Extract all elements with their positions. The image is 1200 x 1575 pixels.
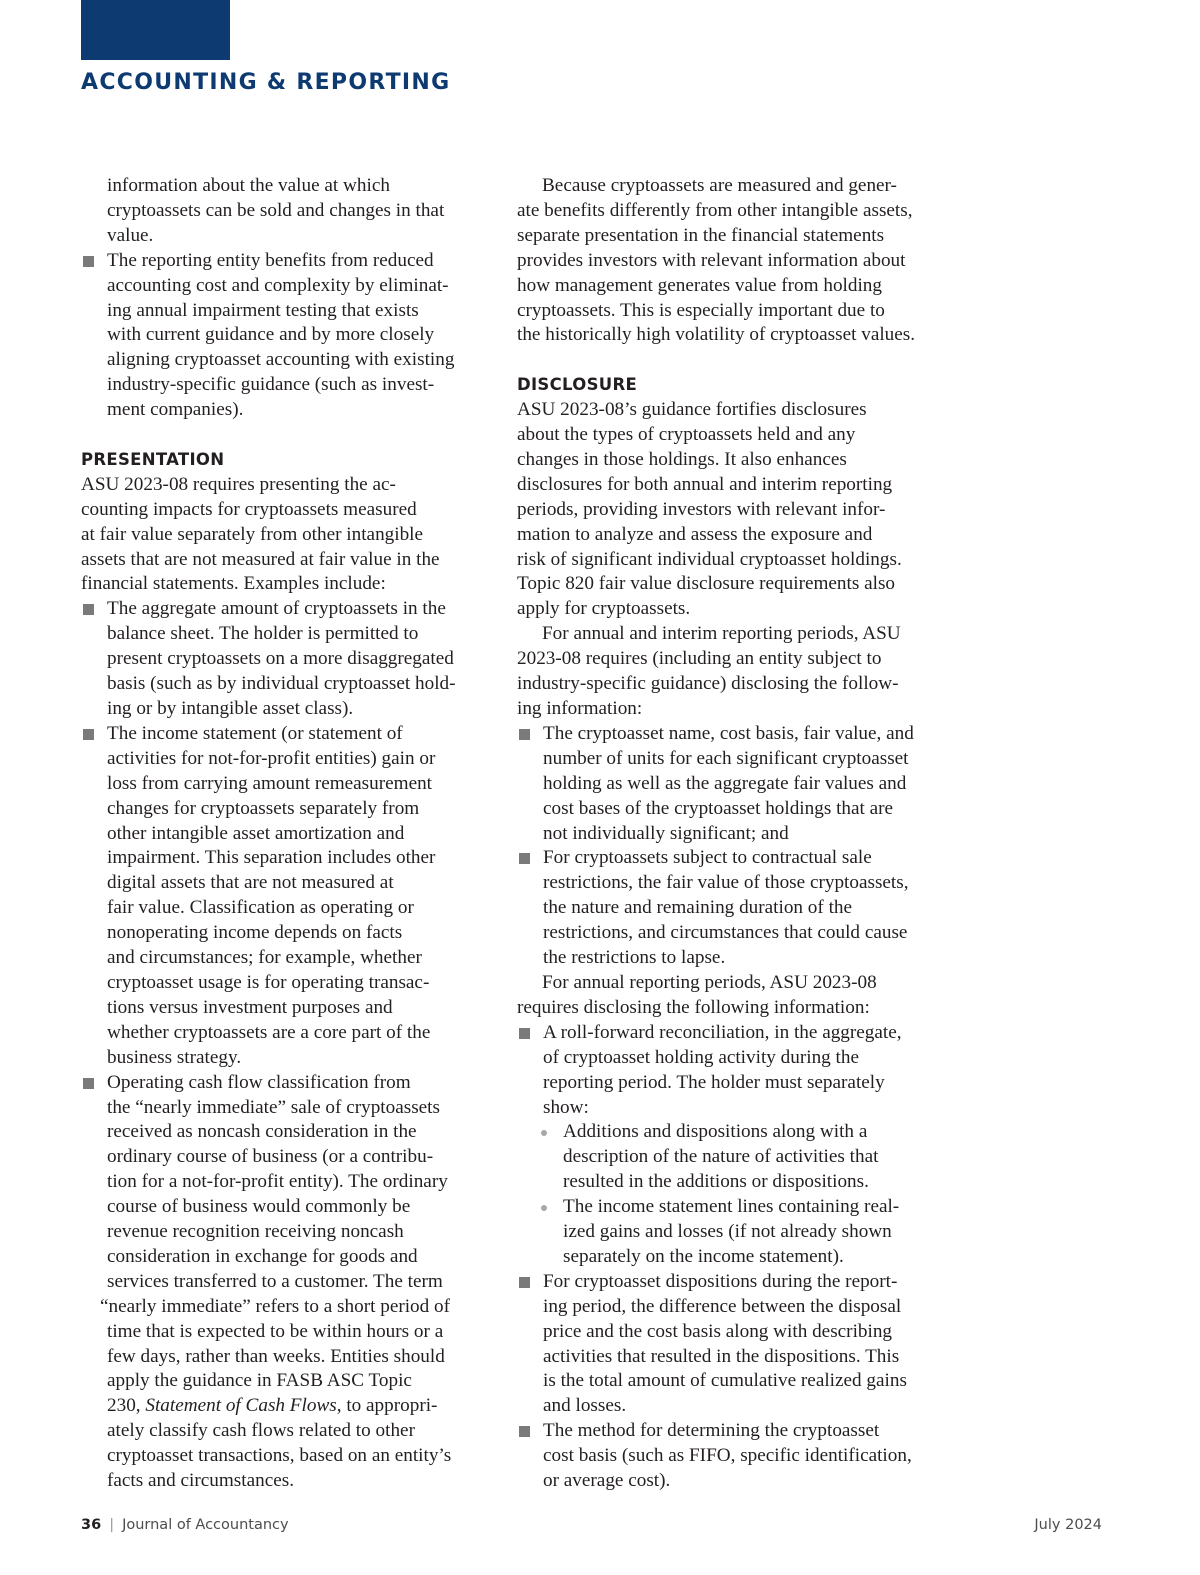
text-line: facts and circumstances.: [107, 1470, 294, 1492]
text-line: and losses.: [543, 1395, 627, 1417]
text-line: The income statement (or statement of: [107, 722, 403, 744]
text-line: present cryptoassets on a more disaggregated: [107, 648, 454, 670]
publication-name: Journal of Accountancy: [122, 1517, 289, 1533]
bullet-item: [517, 722, 942, 847]
text-line: mation to analyze and assess the exposure and: [517, 523, 873, 545]
bullet-item: [517, 1021, 942, 1121]
text-line: ing period, the difference between the disposal: [543, 1295, 902, 1317]
text-line: A roll-forward reconciliation, in the aggregate,: [543, 1021, 902, 1043]
text-line: ASU 2023-08’s guidance fortifies disclosures: [517, 399, 867, 421]
text-line: impairment. This separation includes other: [107, 847, 436, 869]
text-line: cryptoassets can be sold and changes in that: [107, 199, 445, 221]
text-line: industry-specific guidance (such as invest-: [107, 374, 435, 396]
text-line: the historically high volatility of cryptoasset values.: [517, 324, 916, 346]
text-line: Because cryptoassets are measured and gener-: [542, 175, 897, 196]
text-line: Operating cash flow classification from: [107, 1071, 411, 1093]
heading-presentation: PRESENTATION: [81, 449, 225, 469]
text-line: received as noncash consideration in the: [107, 1121, 417, 1143]
italic-title: Statement of Cash Flows: [145, 1395, 337, 1417]
text-line: cryptoasset usage is for operating transac-: [107, 971, 430, 993]
text-line: services transferred to a customer. The term: [107, 1270, 443, 1292]
sub-bullet-item: [517, 1120, 942, 1195]
text-line: risk of significant individual cryptoasset holdings.: [517, 548, 902, 570]
text-line: ment companies).: [107, 399, 244, 421]
text-line: financial statements. Examples include:: [81, 573, 386, 595]
text-line: cost bases of the cryptoasset holdings that are: [543, 797, 894, 819]
text-line: periods, providing investors with relevant infor-: [517, 498, 886, 520]
text-line: course of business would commonly be: [107, 1196, 411, 1218]
page-number: 36: [81, 1517, 102, 1533]
sub-bullet-item: [517, 1195, 942, 1270]
text-span: , to appropri-: [336, 1395, 438, 1417]
footer-separator: |: [109, 1517, 115, 1533]
text-line: cost basis (such as FIFO, specific identification,: [543, 1445, 912, 1467]
text-line: The method for determining the cryptoasset: [543, 1420, 880, 1442]
text-line: revenue recognition receiving noncash: [107, 1221, 404, 1243]
text-line: few days, rather than weeks. Entities should: [107, 1345, 445, 1367]
square-bullet-icon: [83, 604, 94, 615]
text-line: ate benefits differently from other intangible assets,: [517, 199, 913, 221]
text-line: 2023-08 requires (including an entity subject to: [517, 648, 882, 670]
text-line: The aggregate amount of cryptoassets in the: [107, 598, 446, 620]
text-line: For annual and interim reporting periods, ASU: [542, 623, 901, 645]
square-bullet-icon: [83, 256, 94, 267]
text-line: The reporting entity benefits from reduced: [107, 249, 434, 271]
text-line: time that is expected to be within hours or a: [107, 1320, 444, 1342]
dot-bullet-icon: [541, 1205, 547, 1211]
text-line: number of units for each significant cryptoasset: [543, 747, 909, 769]
text-line: The income statement lines containing real-: [563, 1196, 900, 1218]
text-line: counting impacts for cryptoassets measured: [81, 498, 417, 520]
square-bullet-icon: [519, 1277, 530, 1288]
text-line: holding as well as the aggregate fair values and: [543, 772, 907, 794]
text-line: accounting cost and complexity by eliminat-: [107, 274, 449, 296]
text-line: whether cryptoassets are a core part of the: [107, 1021, 431, 1043]
square-bullet-icon: [519, 729, 530, 740]
text-line: apply for cryptoassets.: [517, 598, 691, 620]
square-bullet-icon: [83, 729, 94, 740]
text-line: assets that are not measured at fair value in the: [81, 548, 440, 570]
text-line: consideration in exchange for goods and: [107, 1245, 418, 1267]
text-line: show:: [543, 1096, 589, 1118]
text-line: the “nearly immediate” sale of cryptoassets: [107, 1096, 440, 1118]
header-color-bar: [81, 0, 230, 60]
text-line: restrictions, and circumstances that could cause: [543, 922, 908, 944]
text-line: changes in those holdings. It also enhances: [517, 448, 847, 470]
text-line: digital assets that are not measured at: [107, 872, 394, 894]
text-line: ing annual impairment testing that exists: [107, 299, 419, 321]
text-line: basis (such as by individual cryptoasset hold-: [107, 673, 456, 695]
square-bullet-icon: [519, 1426, 530, 1437]
text-line: tions versus investment purposes and: [107, 996, 393, 1018]
text-line: price and the cost basis along with describing: [543, 1320, 893, 1342]
section-title: ACCOUNTING & REPORTING: [81, 70, 451, 95]
right-column: [517, 174, 942, 1494]
text-line: restrictions, the fair value of those cryptoassets,: [543, 872, 909, 894]
text-line: separate presentation in the financial statements: [517, 224, 885, 246]
text-line: reporting period. The holder must separately: [543, 1071, 885, 1093]
text-line: ing information:: [517, 698, 643, 719]
text-line: provides investors with relevant information about: [517, 249, 906, 271]
text-line: [107, 1394, 501, 1419]
text-line: about the types of cryptoassets held and any: [517, 424, 856, 446]
text-line: ing or by intangible asset class).: [107, 698, 354, 719]
text-line: resulted in the additions or dispositions.: [563, 1171, 869, 1193]
text-line: description of the nature of activities that: [563, 1146, 879, 1168]
text-line: nonoperating income depends on facts: [107, 922, 403, 944]
text-line: ately classify cash flows related to other: [107, 1420, 415, 1442]
bullet-item: [517, 846, 942, 971]
text-line: Topic 820 fair value disclosure requirements also: [517, 573, 896, 595]
text-span: 230,: [107, 1395, 146, 1417]
text-line: the nature and remaining duration of the: [543, 897, 853, 919]
heading-disclosure: DISCLOSURE: [517, 375, 638, 395]
text-line: Additions and dispositions along with a: [563, 1121, 868, 1143]
text-line: and circumstances; for example, whether: [107, 947, 422, 969]
text-line: loss from carrying amount remeasurement: [107, 772, 433, 794]
text-line: the restrictions to lapse.: [543, 947, 726, 969]
text-line: The cryptoasset name, cost basis, fair value, and: [543, 722, 914, 744]
bullet-item: [517, 1419, 942, 1494]
text-line: activities for not-for-profit entities) gain or: [107, 747, 436, 769]
text-line: business strategy.: [107, 1046, 242, 1068]
text-line: aligning cryptoasset accounting with existing: [107, 349, 455, 371]
left-column: [81, 174, 501, 1494]
text-line: with current guidance and by more closely: [107, 324, 435, 346]
text-line: apply the guidance in FASB ASC Topic: [107, 1370, 412, 1392]
text-line: not individually significant; and: [543, 822, 789, 844]
text-line: ized gains and losses (if not already shown: [563, 1221, 892, 1243]
bullet-item: [517, 1270, 942, 1419]
text-line: industry-specific guidance) disclosing the follow-: [517, 673, 899, 695]
square-bullet-icon: [519, 853, 530, 864]
text-line: changes for cryptoassets separately from: [107, 797, 420, 819]
text-line: or average cost).: [543, 1470, 671, 1492]
text-line: disclosures for both annual and interim reporting: [517, 473, 893, 495]
text-line: “nearly immediate” refers to a short period of: [100, 1295, 451, 1317]
text-line: requires disclosing the following information:: [517, 996, 870, 1018]
text-line: activities that resulted in the dispositions. This: [543, 1345, 900, 1367]
text-line: value.: [107, 224, 154, 246]
page-footer: [81, 1517, 289, 1533]
text-line: ASU 2023-08 requires presenting the ac-: [81, 473, 396, 495]
text-line: cryptoassets. This is especially important due to: [517, 299, 885, 321]
text-line: cryptoasset transactions, based on an entity’s: [107, 1445, 452, 1467]
text-line: For cryptoassets subject to contractual sale: [543, 847, 872, 869]
text-line: For annual reporting periods, ASU 2023-08: [542, 971, 877, 993]
text-line: is the total amount of cumulative realized gains: [543, 1370, 907, 1392]
text-line: balance sheet. The holder is permitted to: [107, 623, 419, 645]
bullet-item: [81, 1071, 501, 1494]
text-line: of cryptoasset holding activity during the: [543, 1046, 859, 1068]
text-line: separately on the income statement).: [563, 1245, 844, 1267]
square-bullet-icon: [83, 1078, 94, 1089]
text-line: how management generates value from holding: [517, 274, 882, 296]
text-line: information about the value at which: [107, 175, 390, 196]
square-bullet-icon: [519, 1028, 530, 1039]
text-line: at fair value separately from other intangible: [81, 523, 424, 545]
bullet-item: [81, 597, 501, 722]
bullet-item: [81, 722, 501, 1071]
text-line: For cryptoasset dispositions during the report-: [543, 1270, 898, 1292]
text-line: other intangible asset amortization and: [107, 822, 405, 844]
issue-date: July 2024: [1034, 1517, 1102, 1533]
bullet-item: [81, 249, 501, 423]
text-line: fair value. Classification as operating or: [107, 897, 414, 919]
text-line: ordinary course of business (or a contribu-: [107, 1146, 434, 1168]
dot-bullet-icon: [541, 1130, 547, 1136]
text-line: tion for a not-for-profit entity). The ordinary: [107, 1171, 448, 1193]
